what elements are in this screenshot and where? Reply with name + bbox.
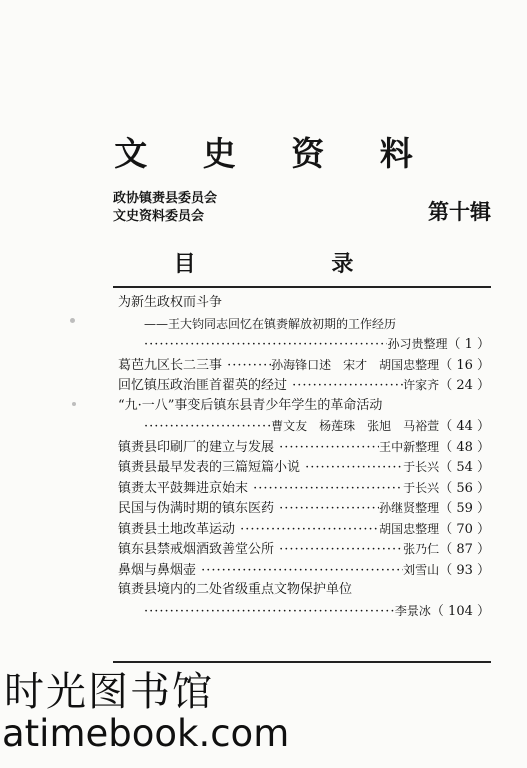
- toc-entry-author: 孙习贵整理: [387, 337, 448, 351]
- toc-entry-author: 孙海锋口述 宋才 胡国忠整理: [271, 357, 440, 372]
- publisher-line-2: 文史资料委员会: [113, 209, 205, 224]
- toc-entry-page: （ 16 ）: [439, 357, 490, 373]
- toc-entry-author: 孙继贤整理: [379, 501, 440, 515]
- toc-entry-page: （ 59 ）: [439, 501, 490, 516]
- toc-entry-leader: [118, 539, 490, 560]
- toc-entry-text: [144, 417, 271, 438]
- toc-entry-leader: [118, 355, 490, 376]
- toc-entry-subtitle: ——王大钧同志回忆在镇赉解放初期的工作经历: [144, 316, 397, 331]
- toc-entry-text: 镇赉太平鼓舞进京始末 ·····: [118, 479, 403, 500]
- toc-entry-leader: [118, 560, 490, 581]
- toc-entry-page: （ 93 ）: [439, 562, 490, 578]
- toc-entry-page: （ 24 ）: [439, 378, 490, 393]
- toc-entry-text: 镇赉县印刷厂的建立与发展 ·····: [118, 438, 379, 459]
- toc-entry-author: 张乃仁: [403, 542, 440, 556]
- issue-number: 第十辑: [428, 199, 491, 224]
- toc-entry-leader: [118, 457, 490, 478]
- toc-entry-page: （ 87 ）: [439, 542, 490, 557]
- toc-entry-page: （ 48 ）: [439, 439, 490, 455]
- toc-entry-leader: [118, 334, 490, 355]
- toc-entry-page: （ 70 ）: [439, 521, 490, 537]
- toc-entry-leader: [118, 375, 490, 396]
- toc-entry-page: （ 104 ）: [430, 603, 490, 619]
- publisher-block: [113, 190, 217, 226]
- toc-entry-text: 鼻烟与鼻烟壶 ·····: [118, 561, 403, 582]
- toc-entry-title: 为新生政权而斗争: [118, 295, 223, 310]
- toc-entry-text: [144, 335, 387, 356]
- toc-entry-author: 于长兴: [403, 480, 440, 495]
- toc-entry-leader: [118, 478, 490, 499]
- toc-entry-leader: [118, 498, 490, 519]
- table-of-contents: [118, 293, 490, 621]
- scan-smudge: [72, 402, 76, 406]
- toc-entry-author: 李景冰: [394, 603, 431, 618]
- toc-entry-leader: [118, 437, 490, 458]
- publisher-line-1: 政协镇赉县委员会: [113, 191, 218, 206]
- scan-smudge: [70, 318, 75, 323]
- toc-entry-author: 曹文友 杨莲珠 张旭 马裕萱: [271, 419, 440, 433]
- toc-entry-leader: [118, 601, 490, 622]
- toc-entry-text: [144, 602, 395, 623]
- toc-entry-leader: [118, 416, 490, 437]
- toc-entry-page: （ 56 ）: [439, 480, 490, 496]
- toc-entry-text: 镇赉县土地改革运动 ·····: [118, 520, 379, 541]
- toc-entry-text: 镇东县禁戒烟酒致善堂公所 ·····: [118, 540, 403, 561]
- toc-entry-page: （ 54 ）: [439, 460, 490, 475]
- toc-entry-text: 葛芭九区长二三事 ·····: [118, 356, 271, 377]
- toc-entry-text: 民国与伪满时期的镇东医药 ·····: [118, 499, 379, 520]
- contents-heading: 目 录: [173, 252, 418, 277]
- toc-entry-title: 镇赉县境内的二处省级重点文物保护单位: [118, 582, 353, 597]
- toc-entry-author: 胡国忠整理: [379, 521, 440, 536]
- watermark-url: atimebook.com: [2, 712, 290, 755]
- watermark-chinese: 时光图书馆: [4, 669, 214, 715]
- toc-entry-author: 于长兴: [403, 460, 440, 474]
- toc-entry-text: 回忆镇压政治匪首翟英的经过 ·····: [118, 376, 403, 397]
- toc-entry-author: 王中新整理: [379, 439, 440, 454]
- toc-entry-leader: [118, 519, 490, 540]
- toc-entry-title: “九·一八”事变后镇东县青少年学生的革命活动: [118, 397, 383, 413]
- toc-entry-page: （ 44 ）: [439, 419, 490, 434]
- toc-entry-author: 刘雪山: [403, 562, 440, 577]
- book-title: 文 史 资 料: [114, 134, 435, 173]
- toc-entry-page: （ 1 ）: [447, 337, 490, 352]
- toc-entry-author: 许家齐: [403, 378, 440, 392]
- top-rule: [113, 286, 491, 288]
- toc-entry-text: 镇赉县最早发表的三篇短篇小说 ·····: [118, 458, 403, 479]
